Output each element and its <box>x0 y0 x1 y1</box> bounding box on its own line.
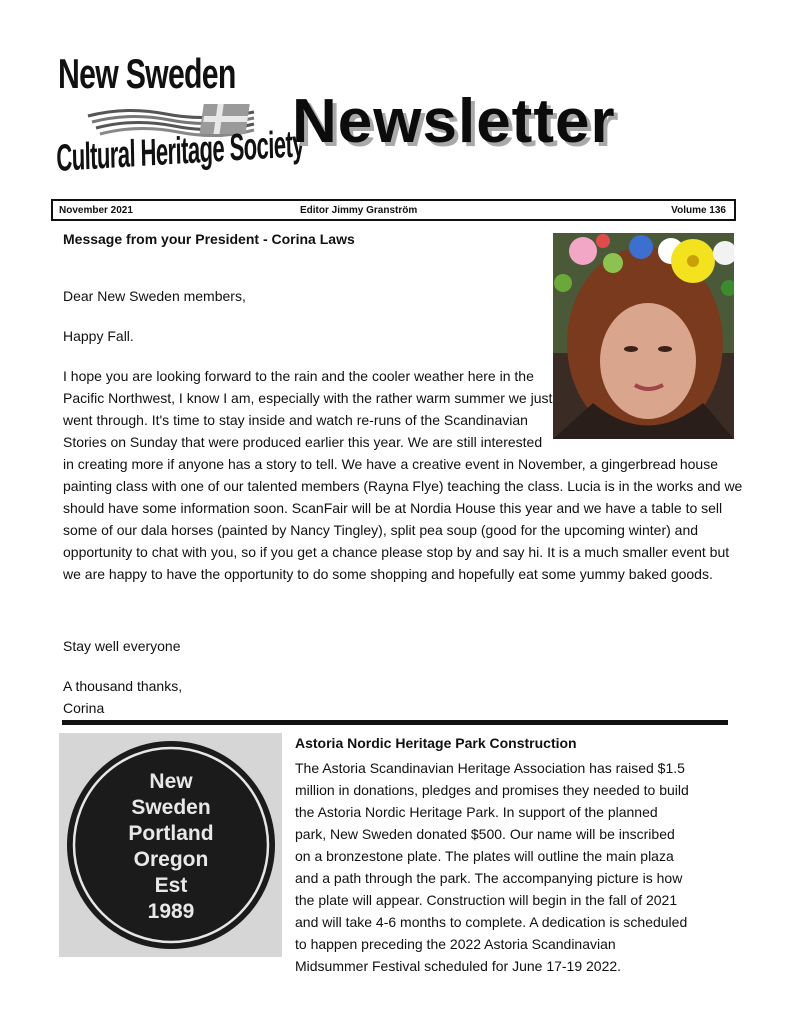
society-logo <box>56 50 305 192</box>
plaque-line: Portland <box>128 822 214 845</box>
happy-fall: Happy Fall. <box>63 328 134 344</box>
article-line: and a path through the park. The accompanying picture is how <box>295 870 683 886</box>
president-message-body <box>63 365 743 585</box>
closing: A thousand thanks, <box>63 678 183 694</box>
volume-number: Volume 136 <box>671 205 726 216</box>
issue-date: November 2021 <box>59 205 133 216</box>
signature: Corina <box>63 700 105 716</box>
article-body <box>295 757 745 977</box>
article-line: The Astoria Scandinavian Heritage Association has raised $1.5 <box>295 760 685 776</box>
masthead-title: Newsletter <box>292 87 616 156</box>
plaque-line: 1989 <box>147 900 195 923</box>
plaque-line: Oregon <box>133 848 209 871</box>
info-bar <box>51 199 736 221</box>
article-line: the plate will appear. Construction will begin in the fall of 2021 <box>295 892 678 908</box>
plaque-line: Sweden <box>131 796 211 819</box>
plaque-image <box>59 733 282 957</box>
stay-well: Stay well everyone <box>63 638 181 654</box>
article-line: on a bronzestone plate. The plates will outline the main plaza <box>295 848 674 864</box>
greeting: Dear New Sweden members, <box>63 288 246 304</box>
message-paragraph: I hope you are looking forward to the rain and the cooler weather here in the Pacific Northwest, I know I am, especially with the rather warm summer we just went through. It's time to stay inside and watch re-runs of the Scandinavian Stories on Sunday that were produced earlier this year. We are still interested in creating more if anyone has a story to tell. We have a creative event in November, a gingerbread house painting class with one of our talented members (Rayna Flye) teaching the class. Lucia is in the works and we should have some information soon. ScanFair will be at Nordia House this year and we have a table to sell some of our dala horses (painted by Nancy Tingley), split pea soup (good for the upcoming winter) and opportunity to chat with you, so if you get a chance please stop by and say hi. It is a much smaller event but we are happy to have the opportunity to do some shopping and hopefully eat some yummy baked goods. <box>63 368 743 582</box>
article-line: to happen preceding the 2022 Astoria Scandinavian <box>295 936 616 952</box>
article-line: the Astoria Nordic Heritage Park. In support of the planned <box>295 804 658 820</box>
article-line: Midsummer Festival scheduled for June 17-19 2022. <box>295 958 622 974</box>
article-line: park, New Sweden donated $500. Our name will be inscribed <box>295 826 675 842</box>
article-heading: Astoria Nordic Heritage Park Construction <box>295 735 577 751</box>
plaque-line: New <box>149 770 193 793</box>
logo-text-bottom: Cultural Heritage Society <box>56 123 305 180</box>
plaque-line: Est <box>154 874 188 897</box>
section-divider <box>62 720 728 725</box>
logo-text-top: New Sweden <box>58 50 236 97</box>
president-heading: Message from your President - Corina Laws <box>63 231 355 247</box>
article-line: and will take 4-6 months to complete. A dedication is scheduled <box>295 914 688 930</box>
article-line: million in donations, pledges and promises they needed to build <box>295 782 689 798</box>
editor-credit: Editor Jimmy Granström <box>300 205 418 216</box>
